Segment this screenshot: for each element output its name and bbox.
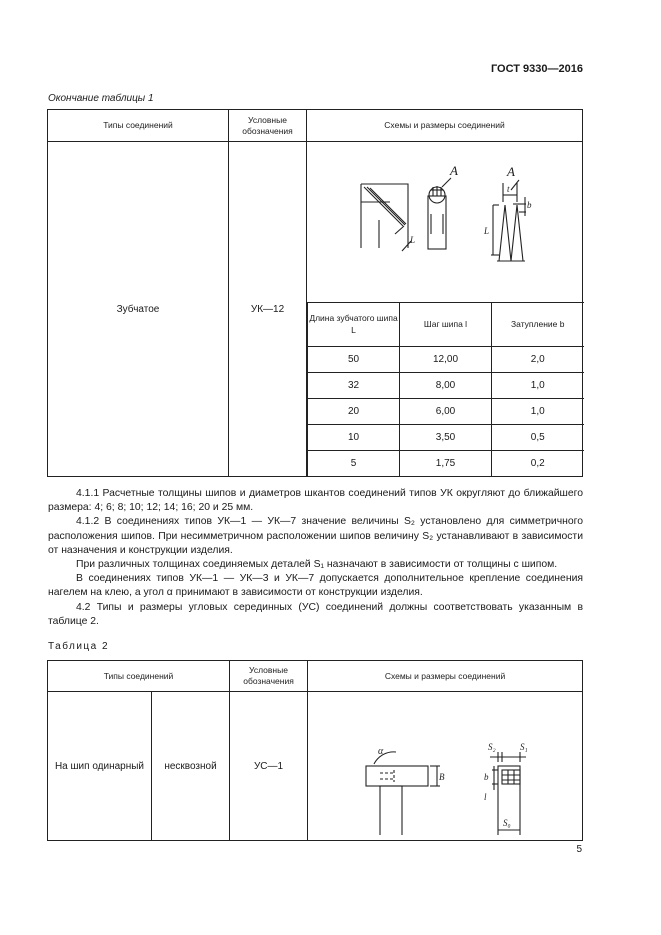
table2-designation: УС—1 <box>230 692 308 841</box>
row4-length: 10 <box>308 425 400 451</box>
table1-header-designation: Условные обозначения <box>229 110 307 142</box>
table2 <box>47 660 583 841</box>
t-joint-drawing <box>366 752 440 835</box>
schemes-cell <box>307 142 583 477</box>
label-l: l <box>484 792 487 802</box>
label-b: b <box>527 200 532 210</box>
subheader-pitch: Шаг шипа l <box>400 303 492 347</box>
joint-type-cell: Зубчатое <box>48 142 229 477</box>
paragraph-4-1-1: 4.1.1 Расчетные толщины шипов и диаметров шкантов соединений типов УК округляют до ближайшего размера: 4; 6; 8; 10; 12; 14; 16; 20 и 25 мм. <box>48 488 583 514</box>
corner-joint-drawing <box>361 184 411 251</box>
subheader-length: Длина зубчатого шипа L <box>308 303 400 347</box>
table1-caption: Окончание таблицы 1 <box>48 93 154 104</box>
row4-bluntness: 0,5 <box>492 425 584 451</box>
row3-bluntness: 1,0 <box>492 399 584 425</box>
label-A-left: A <box>450 163 458 178</box>
paragraph-4-2: 4.2 Типы и размеры угловых серединных (УС) соединений должны соответствовать указанным в таблице 2. <box>48 601 583 627</box>
row1-length: 50 <box>308 347 400 373</box>
document-code: ГОСТ 9330—2016 <box>490 63 583 75</box>
table2-schemes-cell <box>308 692 583 841</box>
label-t: t <box>507 184 510 194</box>
page-number: 5 <box>576 844 582 855</box>
section-A-drawing <box>428 178 451 249</box>
body-text <box>48 487 583 629</box>
row1-pitch: 12,00 <box>400 347 492 373</box>
designation-cell: УК—12 <box>229 142 307 477</box>
label-b: b <box>484 772 489 782</box>
paragraph-uk: В соединениях типов УК—1 — УК—3 и УК—7 допускается дополнительное крепление соединения нагелем на клею, а угол α принимают в зависимости от конструкции изделия. <box>48 573 583 599</box>
row3-pitch: 6,00 <box>400 399 492 425</box>
row2-pitch: 8,00 <box>400 373 492 399</box>
table1 <box>47 109 583 477</box>
row5-pitch: 1,75 <box>400 451 492 476</box>
table2-type-main: На шип одинарный <box>48 692 152 841</box>
table1-header-schemes: Схемы и размеры соединений <box>307 110 583 142</box>
tenon-joint-diagram <box>308 692 582 835</box>
table2-header-designation: Условные обозначения <box>230 661 308 692</box>
row3-length: 20 <box>308 399 400 425</box>
subheader-bluntness: Затупление b <box>492 303 584 347</box>
row2-bluntness: 1,0 <box>492 373 584 399</box>
paragraph-4-1-2: 4.1.2 В соединениях типов УК—1 — УК—7 значение величины S₂ установлено для симметричного расположения шипов. При несимметричном расположении шипов величину S₂ устанавливают в зависимости от назначения и конструкции изделия. <box>48 516 583 556</box>
table2-header-schemes: Схемы и размеры соединений <box>308 661 583 692</box>
paragraph-s1: При различных толщинах соединяемых деталей S₁ назначают в зависимости от толщины с шипом. <box>76 559 558 571</box>
label-alpha: α <box>378 746 384 757</box>
label-B: B <box>439 772 445 782</box>
row4-pitch: 3,50 <box>400 425 492 451</box>
row1-bluntness: 2,0 <box>492 347 584 373</box>
dimensions-subtable <box>307 302 584 476</box>
finger-joint-diagram <box>307 142 582 270</box>
label-S2: S₂ <box>488 742 496 752</box>
row5-length: 5 <box>308 451 400 476</box>
table1-header-types: Типы соединений <box>48 110 229 142</box>
label-S0: S₀ <box>503 818 511 828</box>
table2-caption: Таблица 2 <box>48 641 110 652</box>
label-A-right: A <box>507 164 515 179</box>
row2-length: 32 <box>308 373 400 399</box>
label-L-right: L <box>484 226 490 236</box>
table2-header-types: Типы соединений <box>48 661 230 692</box>
table2-type-sub: несквозной <box>152 692 230 841</box>
row5-bluntness: 0,2 <box>492 451 584 476</box>
label-L-left: L <box>410 235 416 245</box>
label-S1: S₁ <box>520 742 528 752</box>
